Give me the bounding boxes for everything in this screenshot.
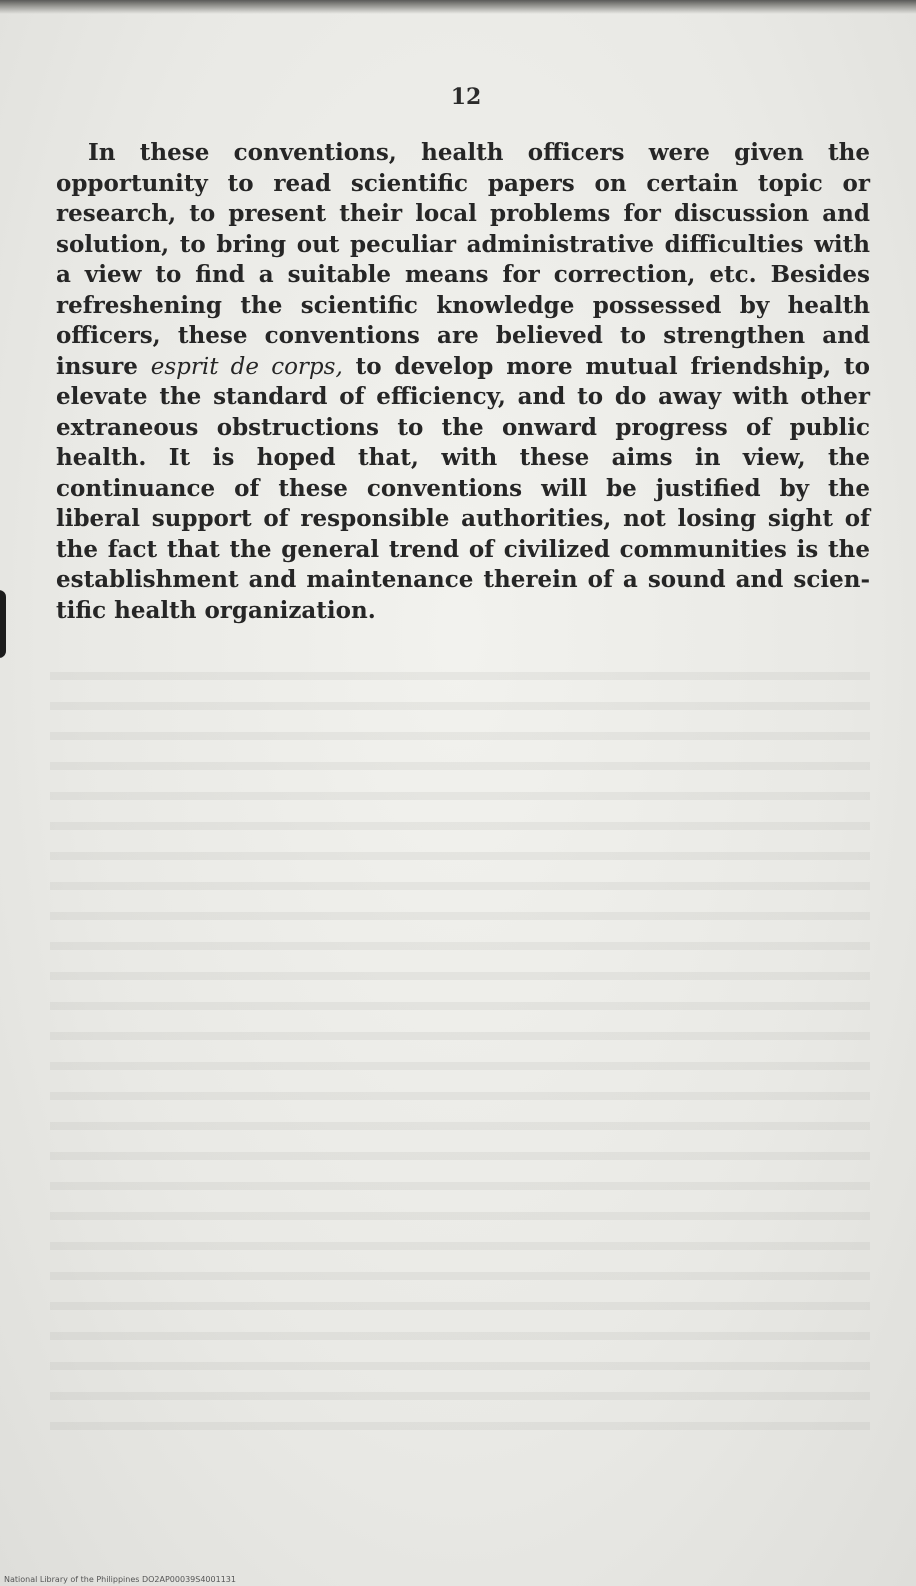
bleed-through-text xyxy=(50,650,870,1440)
footer-credit: National Library of the Philippines DO2AP00039S4001131 xyxy=(4,1575,236,1584)
paragraph-italic-phrase: esprit de corps, xyxy=(150,353,343,380)
page-number: 12 xyxy=(450,84,482,110)
binding-hole xyxy=(0,590,6,658)
paragraph-text-end: to develop more mutual friendship, to elevate the standard of efficiency, and to do away with other extraneous obstructions to the onward progress of public health. It is hoped that, with these aims in view, the continuance of these conventions will be justified by the liberal support of responsible authorities, not losing sight of the fact that the general trend of civilized communities is the establishment and maintenance therein of a sound and scientific health organization. xyxy=(56,352,870,624)
paragraph-text-start: In these conventions, health officers were given the opportunity to read scientific papers on certain topic or research, to present their local problems for discussion and solution, to bring out peculiar administrative difficulties with a view to find a suitable means for correction, etc. Besides refreshening the scientific knowledge possessed by health officers, these conventions are believed to strengthen and insure xyxy=(56,139,870,380)
scan-edge-shadow xyxy=(0,0,916,14)
body-paragraph xyxy=(56,138,870,626)
